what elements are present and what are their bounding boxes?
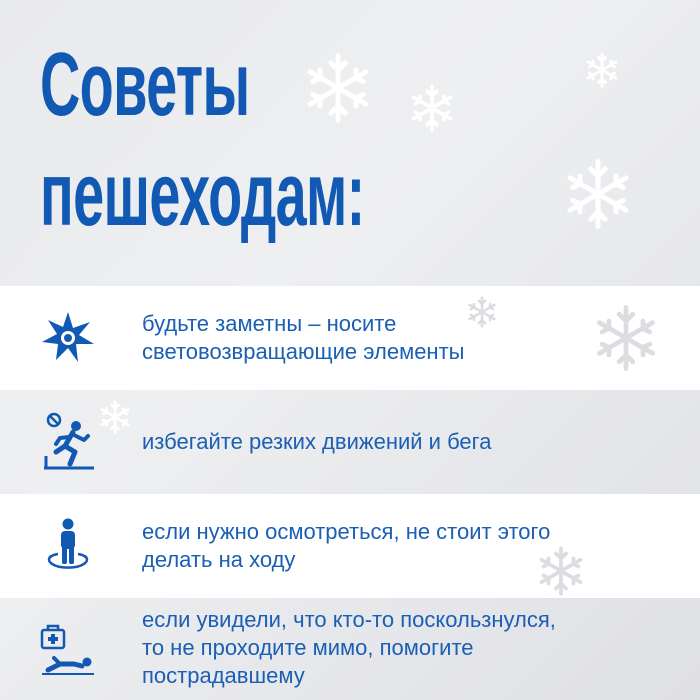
snowflake-icon bbox=[98, 400, 132, 434]
tip-text bbox=[142, 518, 680, 574]
tip-line: световозвращающие элементы bbox=[142, 339, 465, 364]
no-running-icon bbox=[38, 412, 98, 472]
title-line-2: пешеходам: bbox=[40, 145, 365, 245]
tip-row bbox=[0, 390, 700, 494]
tip-line: будьте заметны – носите bbox=[142, 311, 397, 336]
snowflake-icon bbox=[584, 52, 620, 88]
tip-line: то не проходите мимо, помогите bbox=[142, 635, 474, 660]
tip-line: избегайте резких движений и бега bbox=[142, 429, 492, 454]
tip-text bbox=[142, 428, 680, 456]
tip-row bbox=[0, 598, 700, 700]
snowflake-icon bbox=[592, 304, 660, 372]
tip-line: делать на ходу bbox=[142, 547, 296, 572]
first-aid-icon bbox=[38, 618, 98, 678]
reflector-icon bbox=[38, 308, 98, 368]
look-around-icon bbox=[38, 516, 98, 576]
tip-line: если нужно осмотреться, не стоит этого bbox=[142, 519, 551, 544]
tip-text bbox=[142, 606, 680, 690]
page-title bbox=[40, 30, 365, 250]
snowflake-icon bbox=[536, 546, 586, 596]
snowflake-icon bbox=[408, 84, 456, 132]
tip-row bbox=[0, 286, 700, 390]
tip-line: пострадавшему bbox=[142, 663, 305, 688]
title-line-1: Советы bbox=[40, 35, 250, 135]
snowflake-icon bbox=[466, 296, 498, 328]
snowflake-icon bbox=[562, 158, 634, 230]
tip-row bbox=[0, 494, 700, 598]
tip-line: если увидели, что кто-то поскользнулся, bbox=[142, 607, 556, 632]
